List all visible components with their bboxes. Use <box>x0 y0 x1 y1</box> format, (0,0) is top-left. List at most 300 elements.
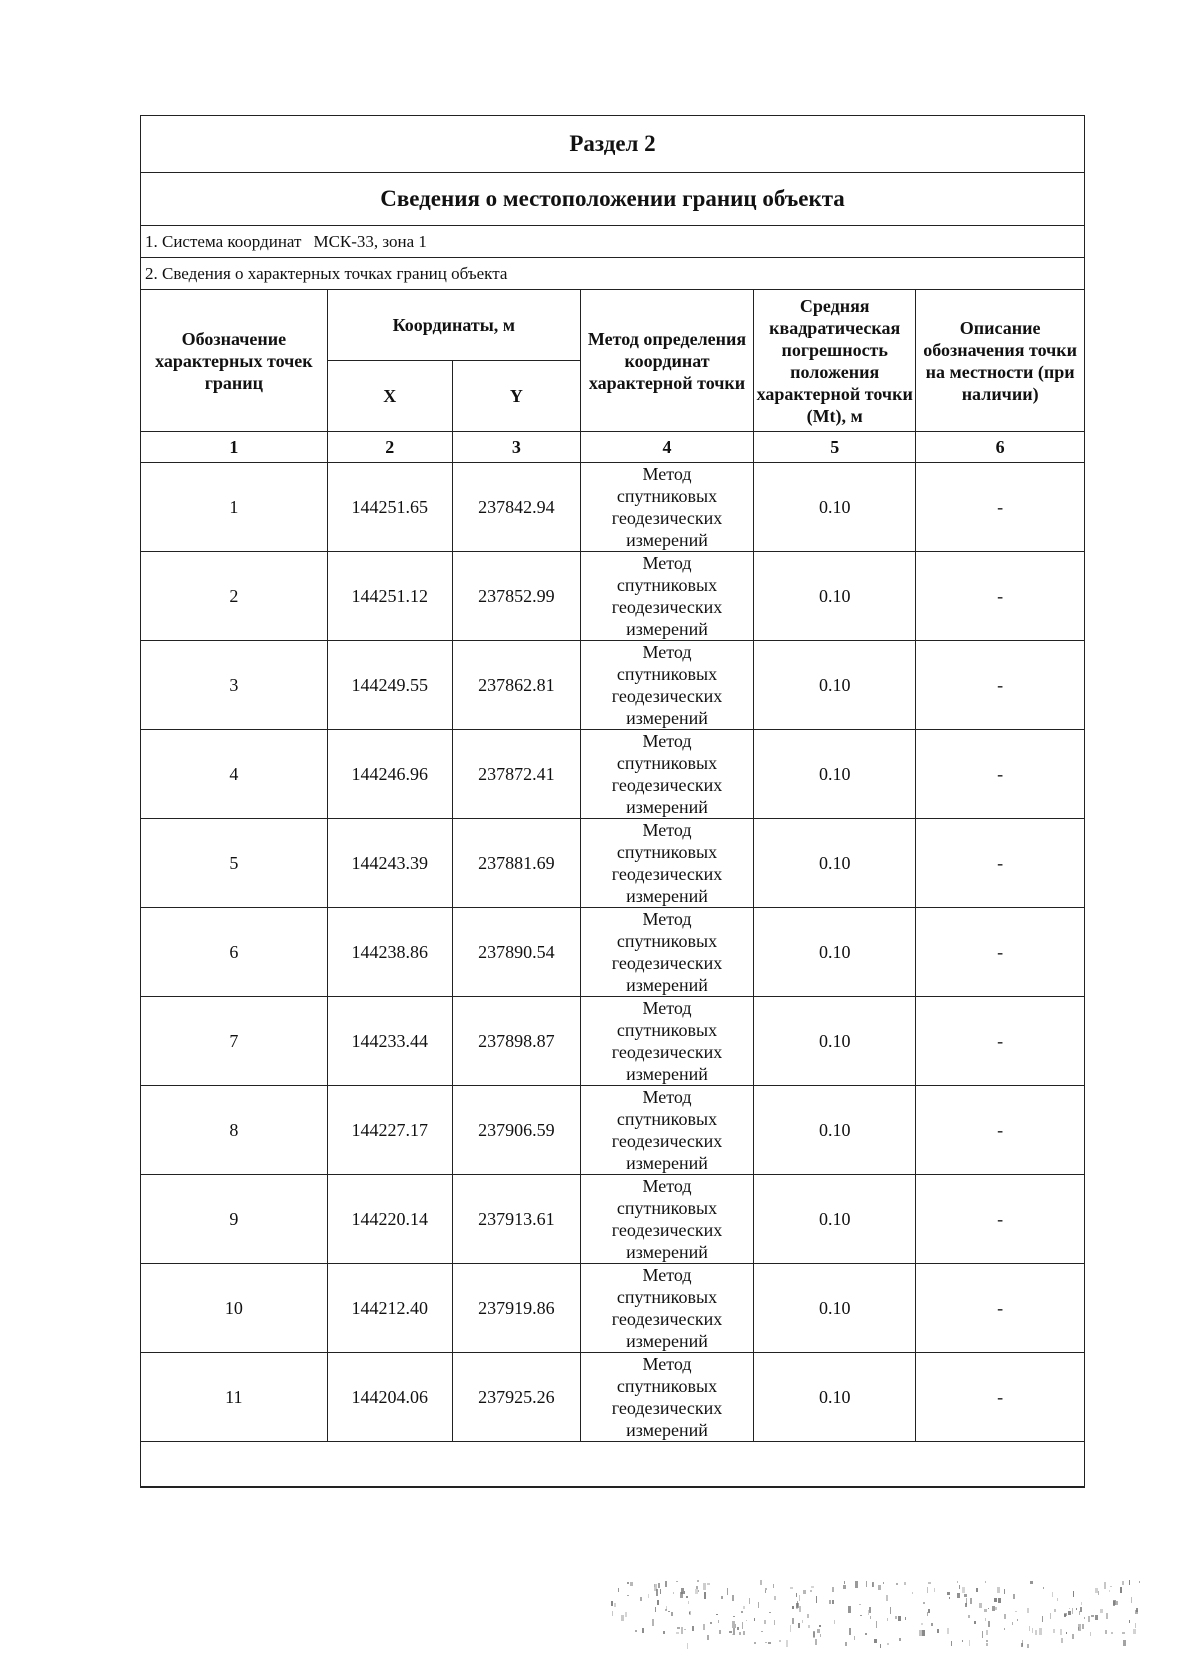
point-description: - <box>916 1175 1084 1264</box>
scan-speck <box>1136 1608 1139 1612</box>
column-number: 3 <box>452 432 580 463</box>
scan-speck <box>849 1628 851 1635</box>
scan-speck <box>627 1582 630 1584</box>
scan-speck <box>854 1636 855 1640</box>
scan-speck <box>803 1590 806 1594</box>
scan-speck <box>733 1616 735 1618</box>
scan-speck <box>1131 1597 1132 1603</box>
scan-speck <box>1105 1630 1107 1634</box>
scan-speck <box>640 1597 642 1601</box>
scan-speck <box>808 1625 810 1628</box>
coordinate-y: 237913.61 <box>452 1175 580 1264</box>
method-line: измерений <box>626 619 708 639</box>
scan-speck <box>1029 1626 1031 1631</box>
scan-speck <box>887 1618 888 1621</box>
method-cell <box>580 730 753 819</box>
table-header-row <box>141 290 1084 361</box>
position-error: 0.10 <box>754 730 916 819</box>
method-cell <box>580 1353 753 1442</box>
scan-speck <box>668 1611 670 1612</box>
scan-speck <box>1004 1614 1006 1619</box>
scan-speck <box>1039 1628 1042 1635</box>
scan-speck <box>986 1630 988 1635</box>
point-description: - <box>916 1353 1084 1442</box>
point-description: - <box>916 463 1084 552</box>
coordinate-x: 144251.65 <box>327 463 452 552</box>
position-error: 0.10 <box>754 1175 916 1264</box>
point-designation: 2 <box>141 552 327 641</box>
scan-speck <box>898 1616 901 1621</box>
scan-speck <box>1081 1602 1082 1604</box>
scan-speck <box>1120 1587 1122 1593</box>
method-line: измерений <box>626 975 708 995</box>
scan-speck <box>743 1606 745 1609</box>
coordinate-x: 144220.14 <box>327 1175 452 1264</box>
scan-speck <box>692 1626 694 1631</box>
section-title: Раздел 2 <box>141 116 1084 173</box>
scan-speck <box>1057 1598 1058 1601</box>
method-line: Метод <box>642 464 692 484</box>
scan-speck <box>743 1631 745 1636</box>
scan-speck <box>937 1629 939 1633</box>
method-line: спутниковых <box>616 1020 718 1040</box>
method-line: геодезических <box>611 1309 723 1329</box>
table-row <box>141 1086 1084 1175</box>
scan-speck <box>614 1603 616 1607</box>
scan-speck <box>1111 1632 1113 1634</box>
method-line: измерений <box>626 797 708 817</box>
scan-speck <box>741 1611 742 1613</box>
position-error: 0.10 <box>754 908 916 997</box>
method-line: Метод <box>642 1087 692 1107</box>
table-row <box>141 552 1084 641</box>
scan-speck <box>660 1589 661 1594</box>
scan-speck <box>716 1614 718 1615</box>
scan-speck <box>790 1587 792 1589</box>
coordinate-y: 237872.41 <box>452 730 580 819</box>
scan-speck <box>890 1607 891 1613</box>
column-numbers-row <box>141 432 1084 463</box>
scan-speck <box>764 1620 766 1624</box>
scan-speck <box>652 1619 655 1626</box>
scan-speck <box>1012 1622 1013 1624</box>
scan-speck <box>896 1583 898 1585</box>
method-line: геодезических <box>611 953 723 973</box>
scan-speck <box>676 1632 679 1635</box>
method-line: Метод <box>642 998 692 1018</box>
scan-speck <box>957 1581 958 1583</box>
scan-speck <box>962 1587 965 1593</box>
scan-speck <box>1098 1591 1099 1595</box>
method-line: Метод <box>642 1176 692 1196</box>
coordinate-y: 237906.59 <box>452 1086 580 1175</box>
scan-speck <box>820 1634 821 1637</box>
method-line: измерений <box>626 1153 708 1173</box>
scan-speck <box>737 1627 739 1630</box>
scan-speck <box>872 1582 874 1587</box>
scan-speck <box>625 1612 627 1616</box>
method-line: Метод <box>642 1354 692 1374</box>
scan-speck <box>1076 1608 1077 1610</box>
coordinate-x: 144251.12 <box>327 552 452 641</box>
method-line: спутниковых <box>616 931 718 951</box>
method-line: геодезических <box>611 1042 723 1062</box>
scan-speck <box>658 1583 660 1588</box>
table-footer-cell <box>141 1442 1084 1487</box>
method-line: Метод <box>642 820 692 840</box>
scan-speck <box>1043 1587 1045 1588</box>
section-frame <box>140 115 1085 1488</box>
scan-speck <box>899 1638 900 1642</box>
scan-speck <box>648 1594 649 1598</box>
scan-speck <box>680 1592 683 1599</box>
scan-speck <box>642 1628 644 1632</box>
method-line: Метод <box>642 642 692 662</box>
scan-speck <box>1004 1628 1005 1630</box>
scan-speck <box>1032 1628 1033 1633</box>
header-designation: Обозначение характерных точек границ <box>141 290 327 432</box>
method-cell <box>580 1175 753 1264</box>
point-designation: 11 <box>141 1353 327 1442</box>
scan-speck <box>1017 1619 1018 1622</box>
method-line: измерений <box>626 708 708 728</box>
scan-speck <box>912 1592 913 1594</box>
position-error: 0.10 <box>754 641 916 730</box>
scan-speck <box>949 1597 951 1598</box>
scan-speck <box>810 1590 812 1593</box>
method-line: измерений <box>626 1420 708 1440</box>
scan-speck <box>663 1631 666 1634</box>
scan-speck <box>1090 1632 1091 1636</box>
scan-speck <box>974 1621 976 1624</box>
scan-speck <box>844 1581 845 1585</box>
scan-speck <box>817 1629 820 1633</box>
method-line: геодезических <box>611 1220 723 1240</box>
scan-speck <box>799 1595 801 1601</box>
position-error: 0.10 <box>754 819 916 908</box>
scan-speck <box>1069 1608 1071 1609</box>
scan-speck <box>1109 1590 1111 1592</box>
scan-speck <box>612 1611 614 1615</box>
scan-speck <box>1068 1611 1071 1615</box>
method-cell <box>580 552 753 641</box>
scan-speck <box>921 1623 923 1625</box>
table-row <box>141 641 1084 730</box>
scan-speck <box>1050 1613 1051 1619</box>
scan-speck <box>965 1603 967 1607</box>
scan-speck <box>754 1618 755 1620</box>
column-number: 4 <box>580 432 753 463</box>
coordinate-system-row <box>141 226 1084 258</box>
scan-speck <box>815 1639 817 1645</box>
scan-speck <box>870 1616 871 1618</box>
scan-speck <box>727 1588 729 1595</box>
scan-speck <box>1100 1609 1103 1613</box>
table-footer-row <box>141 1442 1084 1487</box>
method-line: спутниковых <box>616 842 718 862</box>
point-description: - <box>916 1086 1084 1175</box>
scan-speck <box>1004 1589 1006 1595</box>
scan-speck <box>695 1589 698 1594</box>
scan-speck <box>719 1630 721 1634</box>
point-designation: 8 <box>141 1086 327 1175</box>
scan-speck <box>761 1631 763 1632</box>
scan-speck <box>866 1581 867 1587</box>
scan-speck <box>1139 1581 1140 1583</box>
scan-speck <box>1113 1601 1115 1605</box>
scan-speck <box>988 1621 989 1627</box>
scan-speck <box>1072 1634 1074 1640</box>
scan-speck <box>657 1600 659 1605</box>
scan-speck <box>796 1593 798 1597</box>
scan-speck <box>848 1606 851 1613</box>
point-designation: 5 <box>141 819 327 908</box>
scan-speck <box>1122 1632 1125 1634</box>
table-row <box>141 1353 1084 1442</box>
scan-speck <box>1104 1582 1107 1589</box>
coordinate-x: 144238.86 <box>327 908 452 997</box>
scan-speck <box>627 1595 630 1596</box>
scan-speck <box>798 1623 800 1629</box>
scan-speck <box>1027 1644 1028 1648</box>
scan-speck <box>865 1633 866 1634</box>
scan-speck <box>874 1639 876 1643</box>
method-line: измерений <box>626 1331 708 1351</box>
scan-speck <box>792 1606 794 1609</box>
method-line: спутниковых <box>616 1109 718 1129</box>
document-title: Сведения о местоположении границ объекта <box>141 173 1084 226</box>
scan-speck <box>1091 1615 1094 1618</box>
scan-speck <box>883 1582 885 1584</box>
scan-speck <box>718 1620 719 1623</box>
coordinate-system-label: 1. Система координат <box>145 231 302 251</box>
scan-speck <box>1084 1617 1085 1619</box>
scan-speck <box>703 1583 706 1590</box>
scan-speck <box>860 1615 862 1617</box>
method-line: спутниковых <box>616 753 718 773</box>
scan-speck <box>807 1614 809 1618</box>
scan-speck <box>855 1581 858 1587</box>
method-line: спутниковых <box>616 664 718 684</box>
point-designation: 3 <box>141 641 327 730</box>
scan-speck <box>934 1588 936 1592</box>
scan-speck <box>1080 1607 1082 1612</box>
table-row <box>141 1264 1084 1353</box>
column-number: 1 <box>141 432 327 463</box>
scan-speck <box>829 1600 832 1604</box>
point-description: - <box>916 997 1084 1086</box>
point-description: - <box>916 908 1084 997</box>
scan-speck <box>1060 1629 1062 1635</box>
header-x: X <box>327 361 452 432</box>
scan-speck <box>1088 1616 1090 1622</box>
position-error: 0.10 <box>754 1086 916 1175</box>
method-line: спутниковых <box>616 1376 718 1396</box>
scan-speck <box>707 1583 710 1585</box>
scan-speck <box>1116 1601 1118 1605</box>
header-method: Метод определения координат характерной точки <box>580 290 753 432</box>
scan-speck <box>765 1590 766 1593</box>
scan-speck <box>928 1609 930 1613</box>
scan-speck <box>654 1584 657 1591</box>
scan-speck <box>995 1607 996 1610</box>
scan-speck <box>684 1591 685 1595</box>
scan-speck <box>947 1592 950 1594</box>
method-line: геодезических <box>611 597 723 617</box>
scan-speck <box>1122 1581 1124 1585</box>
scan-speck <box>746 1620 747 1621</box>
method-line: спутниковых <box>616 575 718 595</box>
method-cell <box>580 908 753 997</box>
coordinate-y: 237925.26 <box>452 1353 580 1442</box>
scan-speck <box>904 1582 906 1585</box>
scan-speck <box>1022 1640 1023 1646</box>
scan-speck <box>1123 1640 1126 1645</box>
method-line: Метод <box>642 731 692 751</box>
scan-speck <box>1095 1588 1097 1593</box>
position-error: 0.10 <box>754 463 916 552</box>
coordinate-y: 237852.99 <box>452 552 580 641</box>
scan-speck <box>697 1580 699 1582</box>
scan-speck <box>1129 1580 1130 1585</box>
scan-speck <box>1042 1616 1044 1622</box>
scan-speck <box>1052 1592 1053 1598</box>
point-description: - <box>916 552 1084 641</box>
method-cell <box>580 1264 753 1353</box>
scan-speck <box>729 1631 731 1633</box>
boundary-points-table <box>141 290 1084 1487</box>
table-row <box>141 908 1084 997</box>
scan-speck <box>1078 1624 1080 1630</box>
method-line: Метод <box>642 909 692 929</box>
coordinate-x: 144233.44 <box>327 997 452 1086</box>
scan-speck <box>673 1592 675 1593</box>
scan-speck <box>998 1598 1001 1603</box>
column-number: 5 <box>754 432 916 463</box>
scan-speck <box>951 1641 952 1646</box>
scan-speck <box>1064 1614 1066 1616</box>
scan-speck <box>760 1580 762 1585</box>
scan-speck <box>1054 1609 1056 1612</box>
method-cell <box>580 1086 753 1175</box>
table-row <box>141 730 1084 819</box>
scan-speck <box>665 1581 666 1587</box>
scan-speck <box>704 1592 706 1599</box>
scan-speck <box>1110 1586 1112 1587</box>
coordinate-y: 237890.54 <box>452 908 580 997</box>
coordinate-x: 144204.06 <box>327 1353 452 1442</box>
point-description: - <box>916 1264 1084 1353</box>
scan-speck <box>816 1596 818 1603</box>
scan-speck <box>886 1595 887 1601</box>
scan-speck <box>733 1628 735 1634</box>
scan-speck <box>635 1630 637 1632</box>
method-cell <box>580 819 753 908</box>
scan-speck <box>739 1632 740 1635</box>
method-cell <box>580 641 753 730</box>
coordinate-y: 237881.69 <box>452 819 580 908</box>
scan-speck <box>765 1642 768 1644</box>
scan-speck <box>969 1640 970 1646</box>
method-line: Метод <box>642 553 692 573</box>
method-line: измерений <box>626 1242 708 1262</box>
scan-speck <box>985 1581 986 1583</box>
coordinate-x: 144243.39 <box>327 819 452 908</box>
scan-speck <box>813 1632 815 1638</box>
coordinate-x: 144249.55 <box>327 641 452 730</box>
scan-speck <box>962 1640 963 1642</box>
scan-speck <box>834 1620 836 1624</box>
scan-speck <box>979 1603 982 1608</box>
scan-speck <box>1061 1638 1064 1644</box>
method-line: геодезических <box>611 1398 723 1418</box>
coordinate-y: 237919.86 <box>452 1264 580 1353</box>
scan-speck <box>928 1582 930 1584</box>
method-line: измерений <box>626 1064 708 1084</box>
scan-speck <box>1106 1613 1108 1619</box>
point-designation: 7 <box>141 997 327 1086</box>
scan-speck <box>611 1601 613 1607</box>
scan-speck <box>1072 1608 1073 1614</box>
point-designation: 6 <box>141 908 327 997</box>
method-line: Метод <box>642 1265 692 1285</box>
scan-speck <box>887 1643 889 1645</box>
point-designation: 4 <box>141 730 327 819</box>
scan-speck <box>919 1630 922 1636</box>
table-row <box>141 463 1084 552</box>
coordinate-y: 237898.87 <box>452 997 580 1086</box>
scan-speck <box>985 1618 986 1621</box>
scan-speck <box>905 1617 906 1620</box>
scan-speck <box>687 1643 688 1649</box>
scan-speck <box>681 1627 683 1634</box>
scan-speck <box>997 1587 1000 1593</box>
table-row <box>141 997 1084 1086</box>
scan-speck <box>1095 1615 1098 1620</box>
method-cell <box>580 463 753 552</box>
coordinate-x: 144246.96 <box>327 730 452 819</box>
scan-speck <box>774 1596 776 1600</box>
scan-speck <box>677 1627 680 1628</box>
point-designation: 1 <box>141 463 327 552</box>
header-error: Средняя квадратическая погрешность положения характерной точки (Mt), м <box>754 290 916 432</box>
scan-speck <box>832 1587 834 1592</box>
scan-speck <box>819 1625 821 1628</box>
method-line: измерений <box>626 886 708 906</box>
scan-speck <box>880 1644 881 1648</box>
method-cell <box>580 997 753 1086</box>
scan-speck <box>686 1596 688 1599</box>
scan-speck <box>922 1630 924 1636</box>
scan-artifact <box>610 1580 1150 1650</box>
scan-speck <box>811 1586 813 1588</box>
scan-speck <box>773 1584 774 1587</box>
scan-speck <box>707 1635 709 1640</box>
scan-speck <box>676 1581 679 1582</box>
scan-speck <box>947 1628 948 1633</box>
scan-speck <box>1015 1611 1017 1612</box>
header-coordinates: Координаты, м <box>327 290 580 361</box>
position-error: 0.10 <box>754 1264 916 1353</box>
scan-speck <box>1035 1630 1038 1635</box>
scan-speck <box>774 1620 775 1625</box>
scan-speck <box>986 1643 988 1646</box>
header-description: Описание обозначения точки на местности (при наличии) <box>916 290 1084 432</box>
scan-speck <box>792 1618 794 1624</box>
scan-speck <box>984 1609 986 1612</box>
scan-speck <box>779 1640 780 1643</box>
point-designation: 9 <box>141 1175 327 1264</box>
